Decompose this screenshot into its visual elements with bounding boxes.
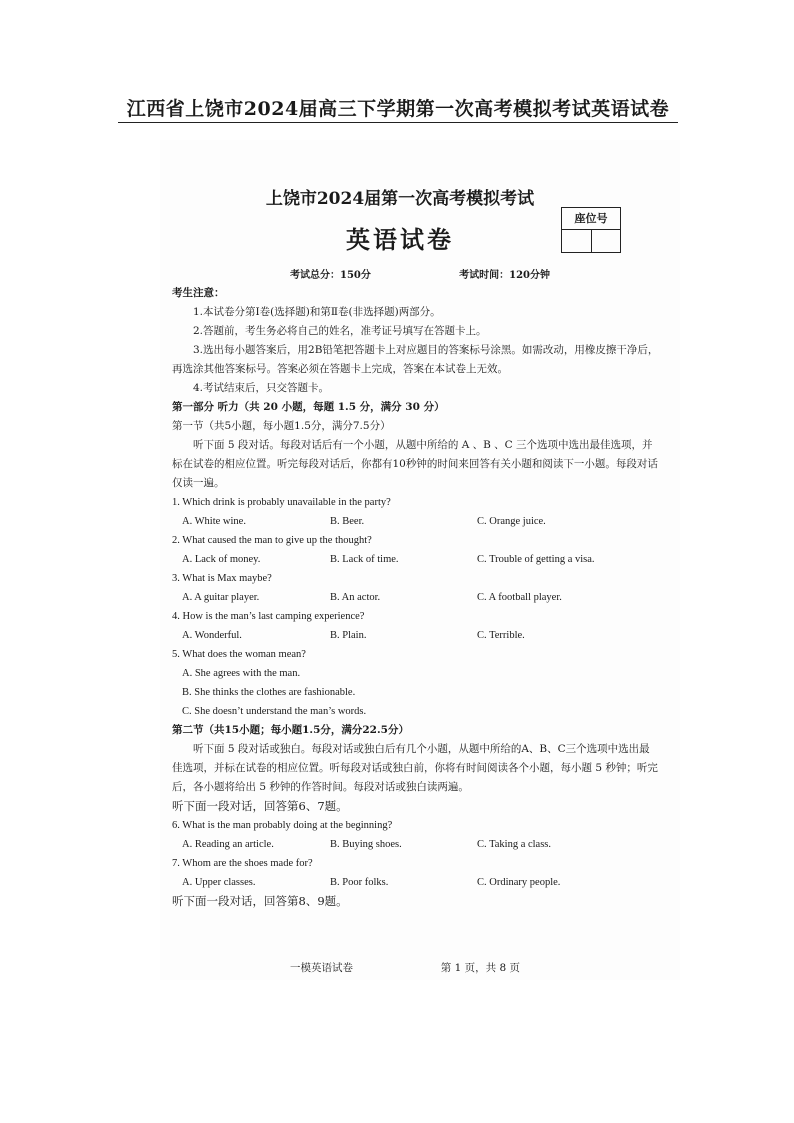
option-c: C. Trouble of getting a visa.	[477, 554, 595, 565]
option-c: C. A football player.	[477, 592, 562, 603]
exam-time: 考试时间：120分钟	[459, 270, 550, 281]
option-b: B. She thinks the clothes are fashionable.	[182, 687, 356, 698]
section1-instructions: 听下面 5 段对话。每段对话后有一个小题，从题中所给的 A 、B 、C 三个选项中选出最佳选项，并标在试卷的相应位置。听完每段对话后，你都有10秒钟的时间来回答有关小题和阅读下一小题。每段对话仅读一遍。	[172, 439, 658, 489]
part1-heading: 第一部分 听力（共 20 小题，每题 1.5 分，满分 30 分）	[172, 401, 445, 413]
exam-meta	[290, 266, 550, 281]
option-a: A. She agrees with the man.	[182, 668, 301, 679]
option-a: A. A guitar player.	[182, 592, 260, 603]
option-b: B. Buying shoes.	[330, 839, 402, 850]
question-text: 1. Which drink is probably unavailable in the party?	[172, 497, 391, 508]
total-score: 考试总分：150分	[290, 270, 371, 281]
question-text: 2. What caused the man to give up the thought?	[172, 535, 372, 546]
note-item: 4.考试结束后，只交答题卡。	[193, 382, 330, 394]
question-options	[172, 626, 660, 645]
section1-heading: 第一节（共5小题，每小题1.5分，满分7.5分）	[172, 420, 391, 432]
subject-title: 英语试卷	[346, 225, 454, 254]
question-text: 3. What is Max maybe?	[172, 573, 272, 584]
banner-divider	[118, 122, 678, 123]
exam-title: 上饶市2024届第一次高考模拟考试	[265, 189, 535, 209]
option-a: A. Reading an article.	[182, 839, 274, 850]
question-options	[172, 873, 660, 892]
question-options	[172, 512, 660, 531]
option-a: A. Upper classes.	[182, 877, 256, 888]
dialogue-group-heading: 听下面一段对话，回答第6、7题。	[172, 799, 348, 813]
seat-number-label: 座位号	[562, 208, 620, 230]
question-options	[172, 550, 660, 569]
page-footer	[290, 960, 520, 975]
section2-heading: 第二节（共15小题；每小题1.5分，满分22.5分）	[172, 724, 409, 736]
option-c: C. Terrible.	[477, 630, 525, 641]
option-c: C. Orange juice.	[477, 516, 546, 527]
option-b: B. Beer.	[330, 516, 365, 527]
option-c: C. Taking a class.	[477, 839, 552, 850]
dialogue-group-heading: 听下面一段对话，回答第8、9题。	[172, 894, 348, 908]
question-text: 6. What is the man probably doing at the beginning?	[172, 820, 393, 831]
exam-body	[172, 284, 660, 911]
option-a: A. Lack of money.	[182, 554, 261, 565]
question-options	[172, 835, 660, 854]
option-c: C. She doesn’t understand the man’s words.	[182, 706, 367, 717]
question-text: 7. Whom are the shoes made for?	[172, 858, 313, 869]
note-item: 1.本试卷分第Ⅰ卷(选择题)和第Ⅱ卷(非选择题)两部分。	[193, 306, 441, 318]
option-b: B. Lack of time.	[330, 554, 399, 565]
document-banner-title: 江西省上饶市2024届高三下学期第一次高考模拟考试英语试卷	[126, 98, 670, 120]
option-b: B. Plain.	[330, 630, 367, 641]
option-b: B. Poor folks.	[330, 877, 389, 888]
option-a: A. Wonderful.	[182, 630, 242, 641]
question-text: 4. How is the man’s last camping experience?	[172, 611, 365, 622]
question-options	[172, 588, 660, 607]
question-text: 5. What does the woman mean?	[172, 649, 306, 660]
note-item: 3.选出每小题答案后，用2B铅笔把答题卡上对应题目的答案标号涂黑。如需改动，用橡皮擦干净后，再选涂其他答案标号。答案必须在答题卡上完成，答案在本试卷上无效。	[172, 344, 659, 375]
option-c: C. Ordinary people.	[477, 877, 561, 888]
footer-exam-name: 一模英语试卷	[290, 962, 353, 974]
seat-number-cell	[562, 230, 591, 252]
seat-number-box	[561, 207, 621, 253]
option-a: A. White wine.	[182, 516, 246, 527]
footer-page-number: 第 1 页，共 8 页	[440, 962, 520, 974]
section2-instructions: 听下面 5 段对话或独白。每段对话或独白后有几个小题，从题中所给的A、B、C三个选项中选出最佳选项，并标在试卷的相应位置。听每段对话或独白前，你将有时间阅读各个小题，每小题 5 秒钟；听完后，各小题将给出 5 秒钟的作答时间。每段对话或独白读两遍。	[172, 743, 658, 793]
option-b: B. An actor.	[330, 592, 381, 603]
seat-number-cell	[591, 230, 621, 252]
notes-heading: 考生注意：	[172, 287, 225, 299]
note-item: 2.答题前，考生务必将自己的姓名，准考证号填写在答题卡上。	[193, 325, 487, 337]
